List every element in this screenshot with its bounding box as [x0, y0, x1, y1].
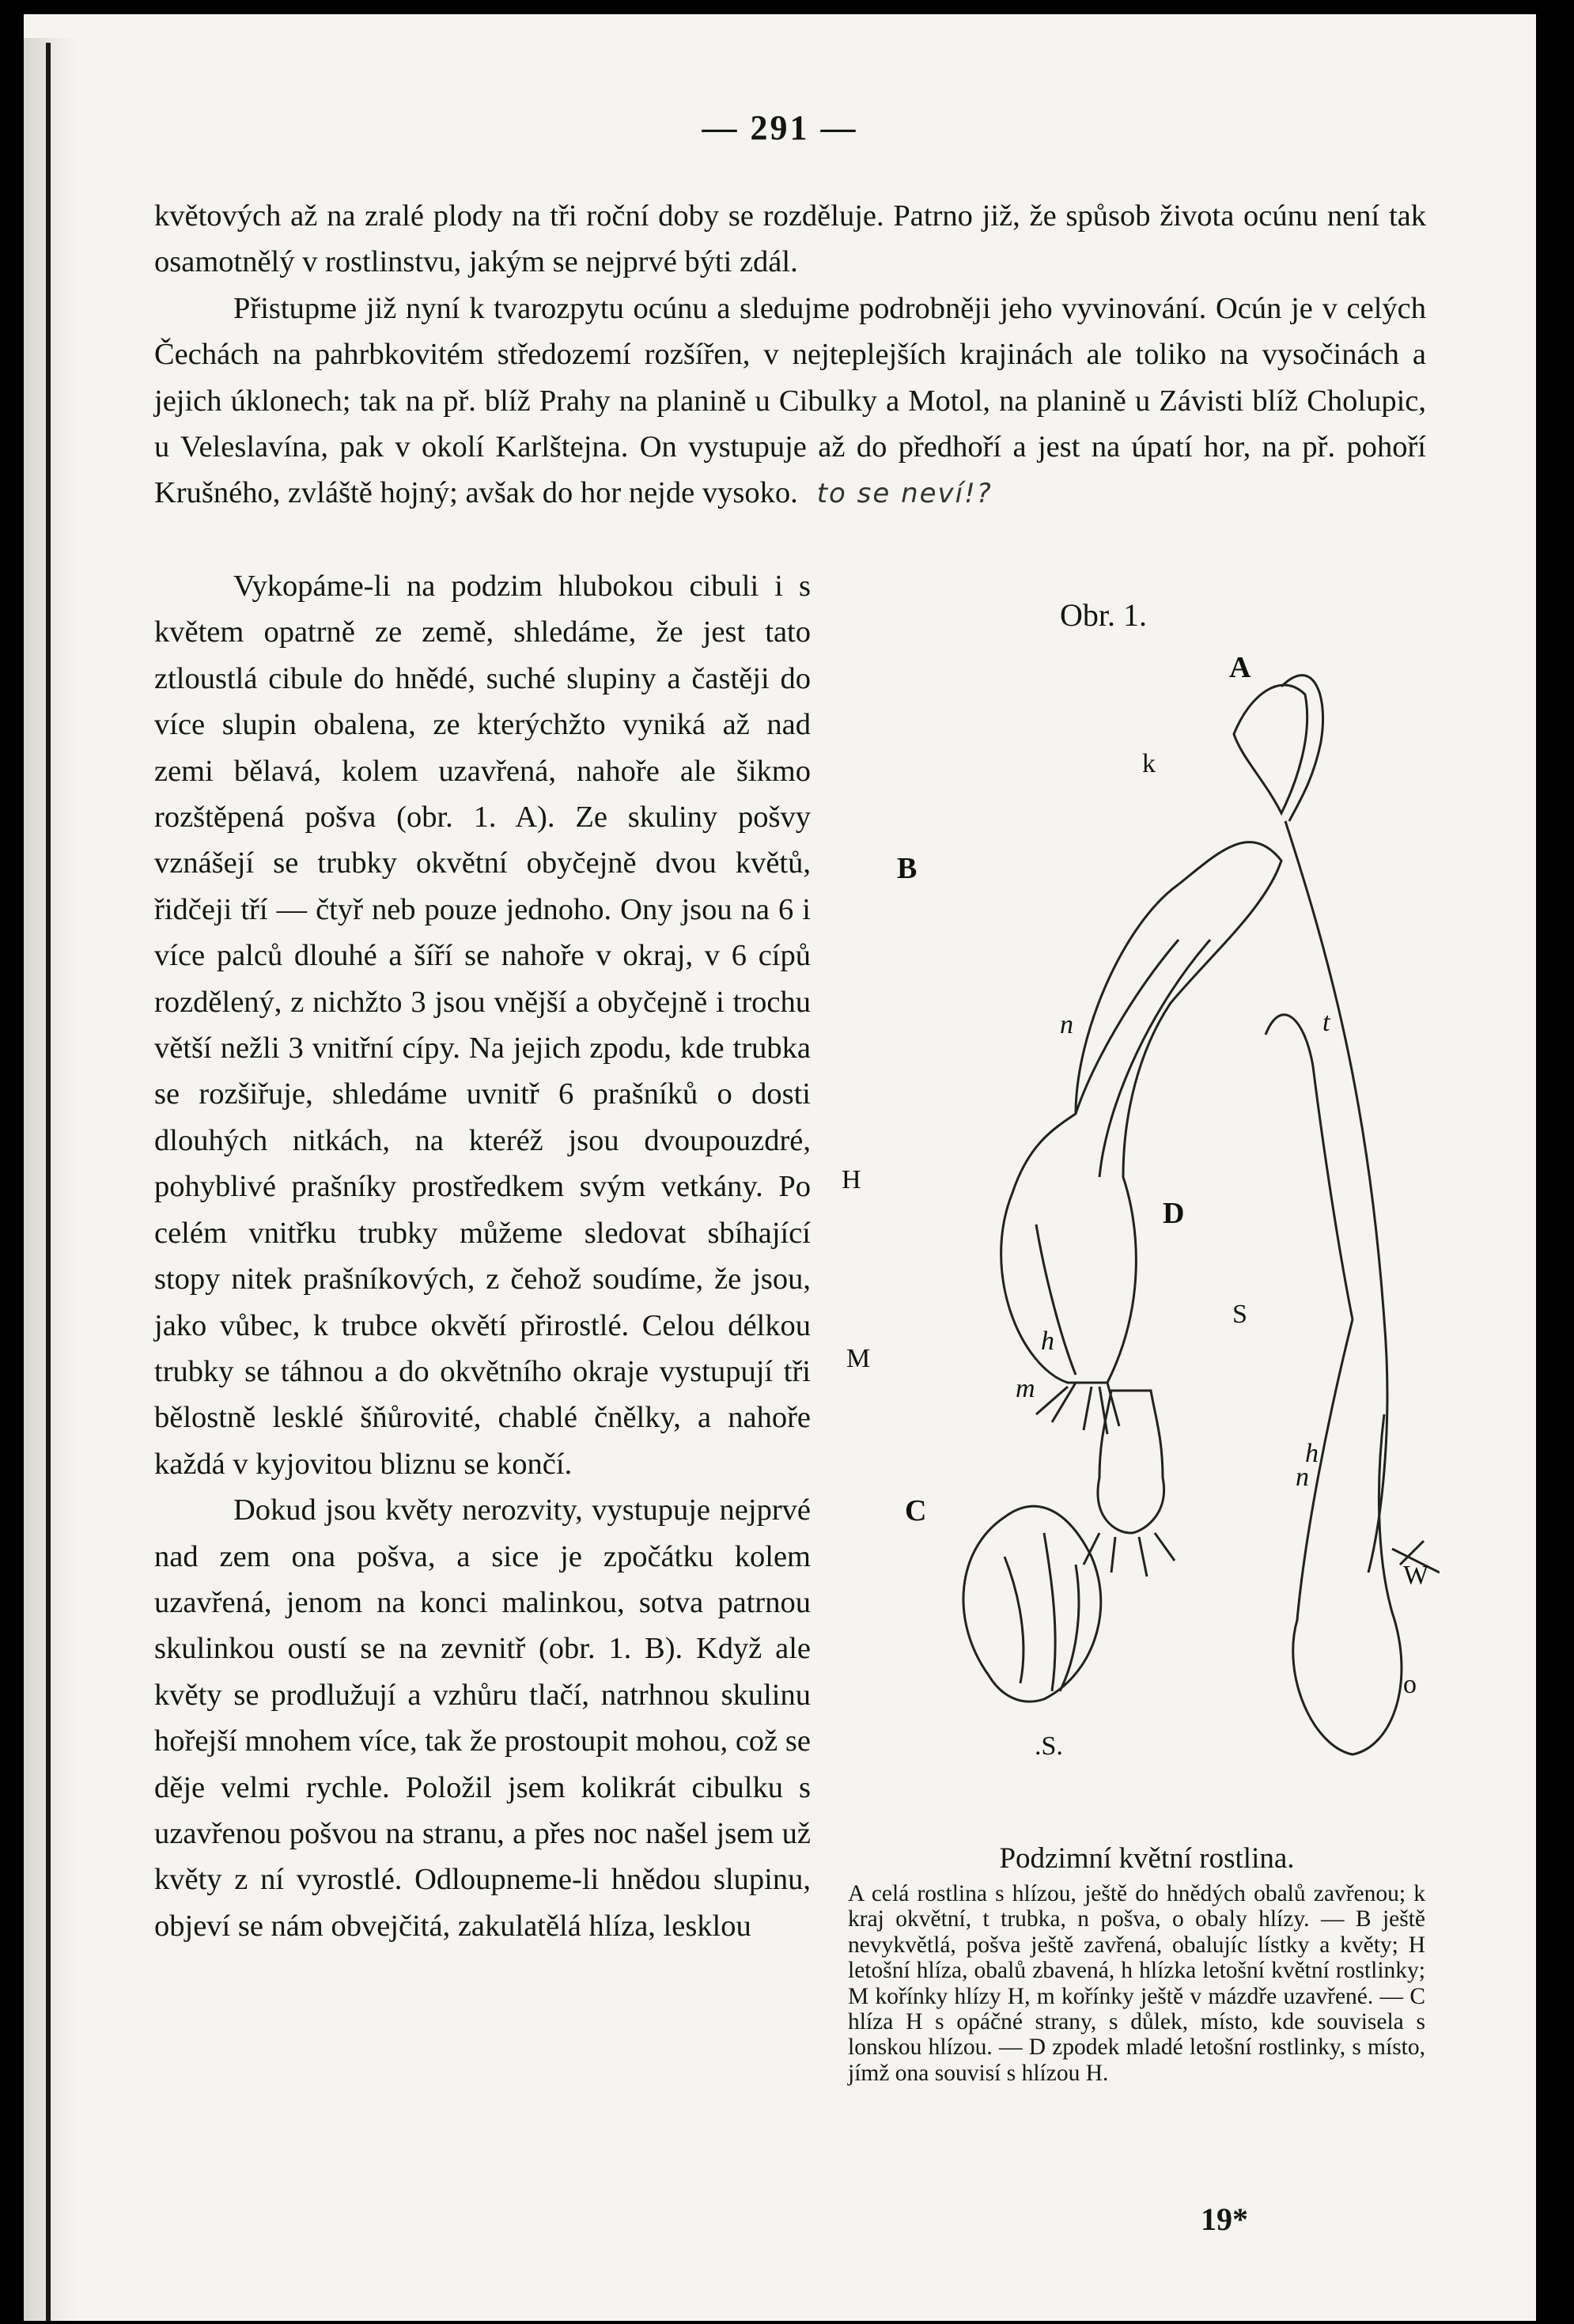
label-h-upper: H — [842, 1165, 861, 1194]
left-paragraph-2: Dokud jsou květy nerozvity, vystupuje nejprvé nad zem ona pošva, a sice je zpočátku kolem uzavřená, jenom na konci malinkou, sotva patrnou skulinkou oustí se na zevnitř (obr. 1. B). Když ale květy se prodlužují a vzhůru tlačí, natrhnou skulinu hořejší mnohem více, tak že prostoupit mohou, což se děje velmi rychle. Položil jsem kolikrát cibulku s uzavřenou pošvou na stranu, a přes noc našel jsem už květy z ní vyrostlé. Odloupneme-li hnědou slupinu, objeví se nám obvejčitá, zakulatělá hlíza, lesklou — [154, 1493, 811, 1943]
label-n-a: n — [1296, 1463, 1309, 1492]
left-paragraph-1: Vykopáme-li na podzim hlubokou cibuli i s květem opatrně ze země, shledáme, že jest tato ztloustlá cibule do hnědé, suché slupiny a častěji do více slupin obalena, ze kterýchžto vyniká až nad zemi bělavá, kolem uzavřená, nahoře ale šikmo rozštěpená pošva (obr. 1. A). Ze skuliny pošvy vznášejí se trubky okvětní obyčejně dvou květů, řidčeji tří — čtyř neb pouze jednoho. Ony jsou na 6 i více palců dlouhé a šíří se nahoře v okraj, v 6 cípů rozdělený, z nichžto 3 jsou vnější a obyčejně i trochu větší nežli 3 vnitřní cípy. Na jejich zpodu, kde trubka se rozšiřuje, shledáme uvnitř 6 prašníků o dosti dlouhých nitkách, na kteréž jsou dvoupouzdré, pohyblivé prašníky prostředkem svým vetkány. Po celém vnitřku trubky můžeme sledovat sbíhající stopy nitek prašníkových, z čehož soudíme, že jsou, jako vůbec, k trubce okvětí přirostlé. Celou délkou trubky se táhnou a do okvětního okraje vystupují tři bělostně lesklé šňůrovité, chablé čnělky, a nahoře každá v kyjovitou bliznu se končí. — [154, 570, 811, 1481]
figure-d-plant — [1084, 1391, 1175, 1576]
label-m: m — [1016, 1374, 1035, 1403]
page-gutter-shadow — [24, 38, 79, 2321]
page-number: — 291 — — [702, 108, 858, 147]
label-k: k — [1142, 749, 1156, 778]
binding-edge — [46, 43, 51, 2321]
intro-text — [154, 193, 1426, 517]
label-h-b: h — [1041, 1327, 1054, 1356]
label-w: W — [1403, 1561, 1429, 1590]
label-b: B — [897, 852, 918, 885]
label-c: C — [905, 1494, 927, 1527]
label-t: t — [1322, 1008, 1330, 1037]
handwritten-note: to se neví!? — [816, 478, 993, 510]
label-s-d: S — [1232, 1300, 1247, 1329]
label-m-upper: M — [846, 1344, 871, 1373]
intro-paragraph-2 — [154, 286, 1426, 517]
botanical-illustration — [838, 623, 1440, 1826]
caption-text: A celá rostlina s hlízou, ještě do hnědých obalů zavřenou; k kraj okvětní, t trubka, n pošva, o obaly hlízy. — B ještě nevykvětlá, pošva ještě zavřená, obalujíc lístky a květy; H letošní hlíza, obalů zbavená, h hlízka letošní květní rostlinky; M kořínky hlízy H, m kořínky ještě v mázdře uzavřené. — C hlíza H s opáčné strany, s důlek, místo, kde souvisela s lonskou hlízou. — D zpodek mladé letošní rostlinky, s místo, jímž ona souvisí s hlízou H. — [848, 1881, 1425, 2086]
label-n-b: n — [1060, 1010, 1073, 1039]
figure-a-plant — [1234, 676, 1440, 1754]
label-d: D — [1163, 1197, 1185, 1230]
label-s-c: .S. — [1035, 1732, 1063, 1761]
intro-paragraph-1: květových až na zralé plody na tři roční doby se rozděluje. Patrno již, že spůsob života ocúnu není tak osamotnělý v rostlinstvu, jakým se nejprvé býti zdál. — [154, 199, 1426, 279]
intro-paragraph-2-text: Přistupme již nyní k tvarozpytu ocúnu a sledujme podrobněji jeho vyvinování. Ocún je v celých Čechách na pahrbkovitém středozemí rozšířen, v nejteplejších krajinách ale toliko na vysočinách a jejich úklonech; tak na př. blíž Prahy na planině u Cibulky a Motol, na planině u Závisti blíž Cholupic, u Veleslavína, pak v okolí Karlštejna. On vystupuje až do předhoří a jest na úpatí hor, na př. pohoří Krušného, zvláště hojný; avšak do hor nejde vysoko. — [154, 291, 1426, 510]
caption-title: Podzimní květní rostlina. — [999, 1842, 1295, 1875]
label-h-a: h — [1305, 1439, 1319, 1468]
left-column-text — [154, 563, 811, 1949]
figure-title: Obr. 1. — [1060, 597, 1147, 633]
figure-c-tuber — [963, 1506, 1101, 1701]
label-o: o — [1403, 1670, 1417, 1699]
scanned-page — [24, 14, 1536, 2321]
label-a: A — [1229, 651, 1251, 684]
signature-mark: 19* — [1201, 2201, 1248, 2237]
